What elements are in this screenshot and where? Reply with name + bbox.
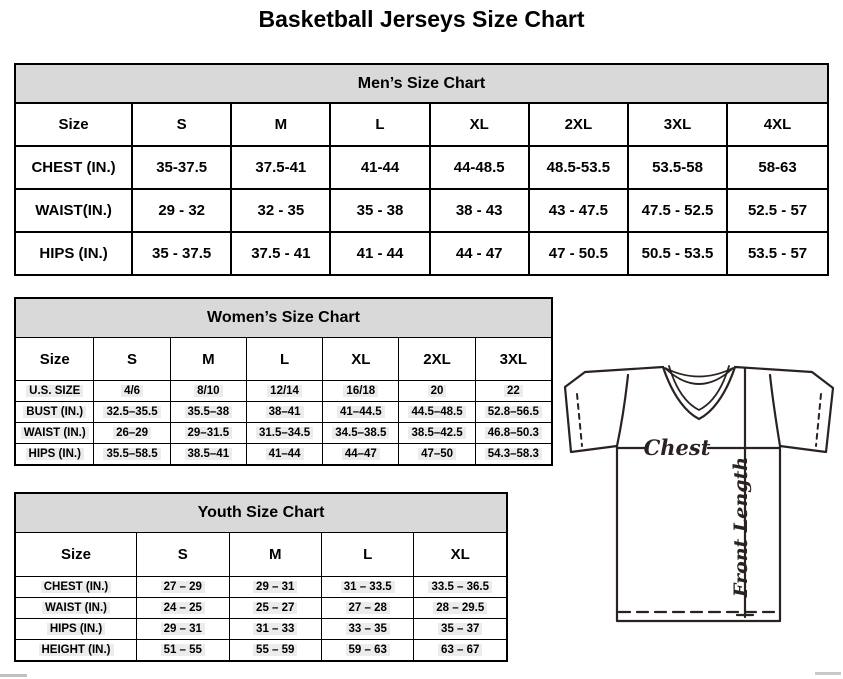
size-header-cell: M <box>229 533 321 577</box>
value-cell: 47.5 - 52.5 <box>628 189 727 232</box>
value-cell: 22 <box>475 381 552 402</box>
value-cell: 35 - 38 <box>330 189 429 232</box>
value-cell: 41–44.5 <box>323 402 399 423</box>
value-cell: 35.5–58.5 <box>94 444 170 466</box>
size-header-cell: 4XL <box>727 103 828 146</box>
value-cell: 31 – 33.5 <box>321 577 413 598</box>
womens-table-title: Women’s Size Chart <box>15 298 552 338</box>
value-cell: 4/6 <box>94 381 170 402</box>
value-cell: 38.5–41 <box>170 444 246 466</box>
value-cell: 35-37.5 <box>132 146 231 189</box>
value-cell: 63 – 67 <box>414 640 507 662</box>
size-header-row <box>15 338 552 381</box>
size-header-cell: 2XL <box>529 103 628 146</box>
row-label-cell: U.S. SIZE <box>15 381 94 402</box>
value-cell: 53.5 - 57 <box>727 232 828 275</box>
size-header-cell: 3XL <box>628 103 727 146</box>
row-label-cell: WAIST (IN.) <box>15 598 137 619</box>
value-cell: 32 - 35 <box>231 189 330 232</box>
value-cell: 41 - 44 <box>330 232 429 275</box>
value-cell: 26–29 <box>94 423 170 444</box>
value-cell: 46.8–50.3 <box>475 423 552 444</box>
value-cell: 38–41 <box>246 402 322 423</box>
table-row <box>15 146 828 189</box>
mens-size-table <box>14 63 829 276</box>
value-cell: 53.5-58 <box>628 146 727 189</box>
row-label-cell: BUST (IN.) <box>15 402 94 423</box>
womens-table <box>14 297 553 466</box>
size-header-cell: L <box>330 103 429 146</box>
size-header-cell: S <box>132 103 231 146</box>
value-cell: 31 – 33 <box>229 619 321 640</box>
value-cell: 32.5–35.5 <box>94 402 170 423</box>
size-header-cell: L <box>321 533 413 577</box>
size-header-cell: 3XL <box>475 338 552 381</box>
value-cell: 16/18 <box>323 381 399 402</box>
value-cell: 44.5–48.5 <box>399 402 475 423</box>
value-cell: 33 – 35 <box>321 619 413 640</box>
row-label-cell: HIPS (IN.) <box>15 232 132 275</box>
table-row <box>15 189 828 232</box>
value-cell: 12/14 <box>246 381 322 402</box>
scrollbar-fragment-left <box>0 674 27 677</box>
value-cell: 35 - 37.5 <box>132 232 231 275</box>
jersey-measurement-diagram <box>555 355 843 625</box>
value-cell: 33.5 – 36.5 <box>414 577 507 598</box>
youth-table <box>14 492 508 662</box>
value-cell: 59 – 63 <box>321 640 413 662</box>
size-header-cell: 2XL <box>399 338 475 381</box>
value-cell: 8/10 <box>170 381 246 402</box>
value-cell: 47–50 <box>399 444 475 466</box>
value-cell: 24 – 25 <box>137 598 229 619</box>
value-cell: 55 – 59 <box>229 640 321 662</box>
value-cell: 52.5 - 57 <box>727 189 828 232</box>
row-label-cell: WAIST(IN.) <box>15 189 132 232</box>
page-title: Basketball Jerseys Size Chart <box>258 6 585 32</box>
value-cell: 44-48.5 <box>430 146 529 189</box>
value-cell: 37.5 - 41 <box>231 232 330 275</box>
row-label-cell: HIPS (IN.) <box>15 444 94 466</box>
value-cell: 58-63 <box>727 146 828 189</box>
table-row <box>15 232 828 275</box>
table-row <box>15 402 552 423</box>
value-cell: 41-44 <box>330 146 429 189</box>
front-length-label: Front Length <box>730 456 752 598</box>
size-header-cell: S <box>137 533 229 577</box>
table-row <box>15 577 507 598</box>
mens-table-title: Men’s Size Chart <box>15 64 828 103</box>
mens-table <box>14 63 829 276</box>
table-row <box>15 619 507 640</box>
value-cell: 29 – 31 <box>137 619 229 640</box>
table-row <box>15 423 552 444</box>
jersey-diagram-svg <box>555 355 843 625</box>
scrollbar-fragment-right <box>815 672 841 675</box>
value-cell: 50.5 - 53.5 <box>628 232 727 275</box>
size-header-cell: M <box>170 338 246 381</box>
size-header-cell: M <box>231 103 330 146</box>
value-cell: 29–31.5 <box>170 423 246 444</box>
chest-label: Chest <box>643 435 711 460</box>
size-header-cell: Size <box>15 103 132 146</box>
size-header-cell: S <box>94 338 170 381</box>
left-cuff-dashed-line <box>577 394 582 446</box>
value-cell: 38 - 43 <box>430 189 529 232</box>
value-cell: 48.5-53.5 <box>529 146 628 189</box>
value-cell: 20 <box>399 381 475 402</box>
size-header-cell: XL <box>323 338 399 381</box>
value-cell: 31.5–34.5 <box>246 423 322 444</box>
table-row <box>15 444 552 466</box>
right-armhole-seam <box>770 375 780 446</box>
size-header-cell: XL <box>430 103 529 146</box>
table-row <box>15 640 507 662</box>
value-cell: 35.5–38 <box>170 402 246 423</box>
size-header-row <box>15 103 828 146</box>
row-label-cell: CHEST (IN.) <box>15 577 137 598</box>
value-cell: 52.8–56.5 <box>475 402 552 423</box>
value-cell: 29 – 31 <box>229 577 321 598</box>
value-cell: 44–47 <box>323 444 399 466</box>
size-header-cell: Size <box>15 338 94 381</box>
jersey-outline <box>565 367 833 621</box>
value-cell: 27 – 28 <box>321 598 413 619</box>
value-cell: 38.5–42.5 <box>399 423 475 444</box>
row-label-cell: HEIGHT (IN.) <box>15 640 137 662</box>
size-header-cell: L <box>246 338 322 381</box>
size-header-cell: XL <box>414 533 507 577</box>
value-cell: 34.5–38.5 <box>323 423 399 444</box>
youth-table-title: Youth Size Chart <box>15 493 507 533</box>
value-cell: 51 – 55 <box>137 640 229 662</box>
size-header-cell: Size <box>15 533 137 577</box>
row-label-cell: CHEST (IN.) <box>15 146 132 189</box>
value-cell: 35 – 37 <box>414 619 507 640</box>
right-cuff-dashed-line <box>816 394 821 446</box>
value-cell: 37.5-41 <box>231 146 330 189</box>
value-cell: 43 - 47.5 <box>529 189 628 232</box>
table-row <box>15 598 507 619</box>
value-cell: 54.3–58.3 <box>475 444 552 466</box>
left-armhole-seam <box>617 375 628 446</box>
value-cell: 25 – 27 <box>229 598 321 619</box>
size-header-row <box>15 533 507 577</box>
value-cell: 41–44 <box>246 444 322 466</box>
row-label-cell: HIPS (IN.) <box>15 619 137 640</box>
womens-size-table <box>14 297 553 466</box>
value-cell: 44 - 47 <box>430 232 529 275</box>
youth-size-table <box>14 492 508 662</box>
table-row <box>15 381 552 402</box>
value-cell: 28 – 29.5 <box>414 598 507 619</box>
row-label-cell: WAIST (IN.) <box>15 423 94 444</box>
value-cell: 47 - 50.5 <box>529 232 628 275</box>
value-cell: 29 - 32 <box>132 189 231 232</box>
value-cell: 27 – 29 <box>137 577 229 598</box>
